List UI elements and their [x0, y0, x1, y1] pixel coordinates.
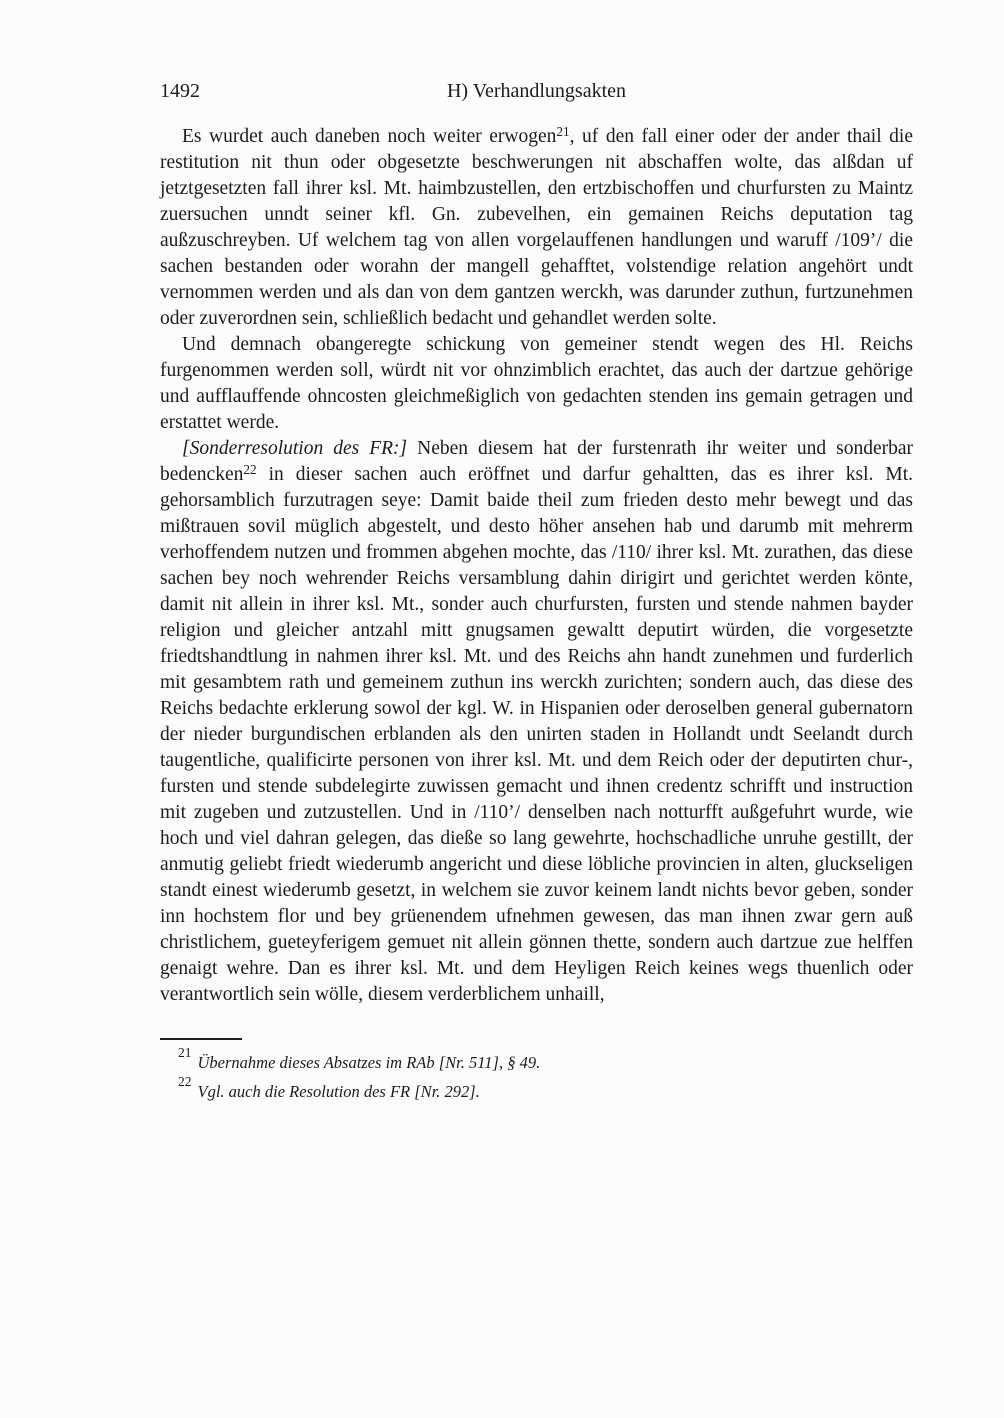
- footnote-ref-22: 22: [243, 462, 257, 478]
- paragraph-2: [160, 332, 913, 436]
- footnote-rule: [160, 1038, 242, 1040]
- running-title: H) Verhandlungsakten: [446, 80, 627, 102]
- paragraph-3-text: Neben diesem hat der furstenrath ihr weiter und sonderbar bedencken: [160, 438, 913, 485]
- paragraph-3-editor-note: [Sonderresolution des FR:]: [182, 438, 408, 459]
- footnote-section: [160, 1038, 913, 1106]
- paragraph-3-text-continued: in dieser sachen auch eröffnet und darfur gehaltten, das es ihrer ksl. Mt. gehorsamblich furzutragen seye: Damit baide theil zum frieden desto mehr bewegt und das mißtrauen sovil müglich abgestelt, und desto höher ansehen hab und darumb mit mehrerm verhoffendem nutzen und frommen abgehen mochte, das /110/ ihrer ksl. Mt. zurathen, das diese sachen bey noch wehrender Reichs versamblung dahin dirigirt und gerichtet werden könte, damit nit allein in ihrer ksl. Mt., sonder auch churfursten, fursten und stende nahmen bayder religion und gleicher antzahl mitt gnugsamen gewaltt deputirt würden, die vorgesetzte friedtshandtlung in nahmen ihrer ksl. Mt. und des Reichs ahn handt zunehmen und furderlich mit gesambtem rath und gemeinem zuthun ins werckh zurichten; sondern auch, das diese des Reichs bedachte erklerung sowol der kgl. W. in Hispanien oder deroselben general gubernatorn der nieder burgundischen erblanden als den unirten staden in Hollandt undt Seelandt durch taugentliche, qualificirte personen von ihrer ksl. Mt. und dem Reich oder der deputirten chur-, fursten und stende subdelegirte zuwissen gemacht und ihnen credentz schrifft und instruction mit zugeben und zutzustellen. Und in /110’/ denselben nach notturfft außgefuhrt wurde, wie hoch und viel dahran gelegen, das dieße so lang gewehrte, hochschadliche unruhe gestillt, der anmutig geliebt friedt wiederumb angericht und diese löbliche provincien in alten, gluckseligen standt einest wiederumb gesetzt, in welchem sie zuvor keinem landt nichts bevor geben, sonder inn hochstem flor und bey grüenendem ufnehmen gewesen, das man ihnen zwar gern auß christlichem, gueteyferigem gemuet nit allein gönnen thette, sondern auch dartzue zue helffen genaigt wehre. Dan es ihrer ksl. Mt. und dem Heyligen Reich keines wegs thuenlich oder verantwortlich sein wölle, diesem verderblichem unhaill,: [160, 464, 913, 1005]
- page-number: 1492: [160, 80, 200, 102]
- footnote-21: [160, 1044, 913, 1077]
- paragraph-1-text: Es wurdet auch daneben noch weiter erwogen: [182, 126, 557, 147]
- footnote-22-marker: 22: [178, 1073, 192, 1089]
- footnote-22-text: Vgl. auch die Resolution des FR [Nr. 292].: [197, 1082, 480, 1101]
- footnote-ref-21: 21: [556, 124, 570, 140]
- body-text: [160, 124, 913, 1008]
- footnote-22: [160, 1073, 913, 1106]
- paragraph-3: [160, 436, 913, 1008]
- footnote-21-marker: 21: [178, 1044, 192, 1060]
- paragraph-1: [160, 124, 913, 332]
- paragraph-1-text-continued: , uf den fall einer oder der ander thail die restitution nit thun oder obgesetzte beschwerungen nit abschaffen wolte, das alßdan uf jetztgesetzten fall ihrer ksl. Mt. haimbzustellen, den ertzbischoffen und churfursten zu Maintz zuersuchen unndt seiner kfl. Gn. zubevelhen, ein gemainen Reichs deputation tag außzuschreyben. Uf welchem tag von allen vorgelauffenen handlungen und waruff /109’/ die sachen bestanden oder worahn der mangell gehafftet, volstendige relation angehört undt vernommen werden und als dan von dem gantzen werckh, was darunder zuthun, furtzunehmen oder zuverordnen sein, schließlich bedacht und gehandlet werden solte.: [160, 126, 914, 329]
- page-header: [160, 80, 913, 108]
- page-content: [160, 80, 913, 1106]
- paragraph-2-text: Und demnach obangeregte schickung von gemeiner stendt wegen des Hl. Reichs furgenommen werden soll, würdt nit vor ohnzimblich erachtet, das auch der dartzue gehörige und aufflauffende ohncosten gleichmeßiglich von gedachten stenden ins gemain getragen und erstattet werde.: [160, 334, 913, 433]
- footnote-21-text: Übernahme dieses Absatzes im RAb [Nr. 511], § 49.: [197, 1053, 541, 1072]
